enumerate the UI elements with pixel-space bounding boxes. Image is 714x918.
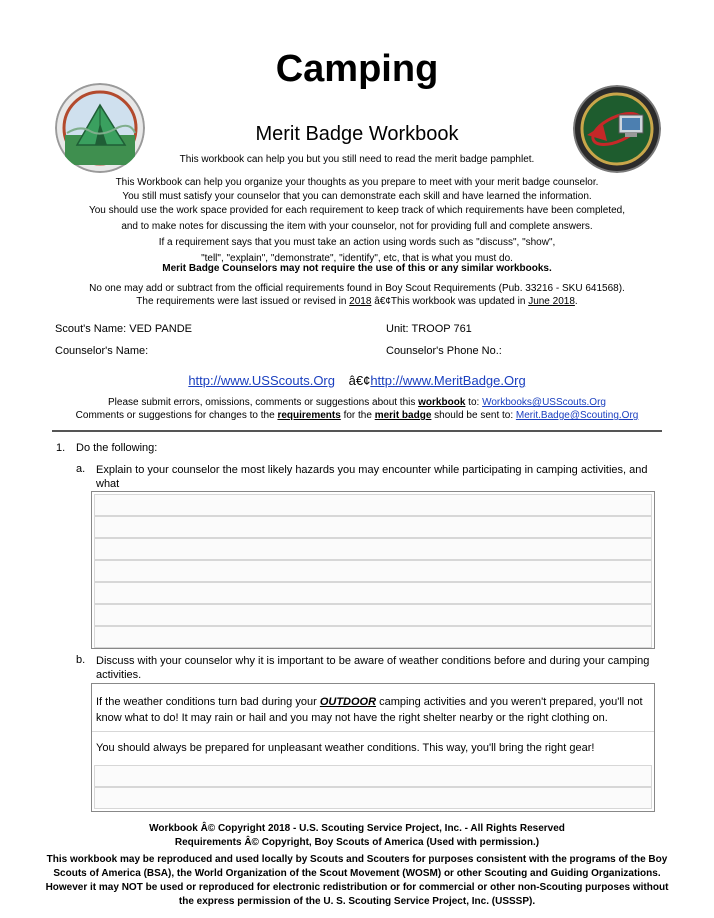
license-line: the express permission of the U. S. Scouting Service Project, Inc. (USSSP). [178, 896, 536, 907]
answer-text-b1[interactable] [96, 694, 646, 726]
revision-text: The requirements were last issued or revised in [136, 296, 350, 307]
revision-separator: â€¢This workbook was updated in [371, 296, 529, 307]
comments-text: Comments or suggestions for changes to the [75, 410, 278, 421]
scout-name-field: Scout's Name: VED PANDE [55, 323, 192, 335]
answer-divider [92, 731, 654, 732]
intro-para-line: You should use the work space provided for each requirement to keep track of which requirements have been completed, [88, 205, 626, 216]
intro-para-line: This Workbook can help you organize your thoughts as you prepare to meet with your merit badge counselor. [115, 177, 599, 188]
submit-to: to: [465, 397, 483, 408]
intro-line: This workbook can help you but you still need to read the merit badge pamphlet. [179, 154, 535, 165]
revision-end: . [574, 296, 578, 307]
meritbadge-link[interactable]: http://www.MeritBadge.Org [370, 373, 526, 388]
answer-text: camping activities and you weren't prepared, you'll not [376, 696, 643, 708]
page-subtitle: Merit Badge Workbook [255, 123, 459, 145]
answer-box-a[interactable] [91, 491, 655, 649]
intro-para-line: You still must satisfy your counselor that you can demonstrate each skill and have learned the information. [122, 191, 592, 202]
copyright-line: Workbook Â© Copyright 2018 - U.S. Scouting Service Project, Inc. - All Rights Reserved [149, 823, 565, 834]
meritbadge-email-link[interactable]: Merit.Badge@Scouting.Org [515, 410, 639, 421]
subrequirement-a-line: Explain to your counselor the most likely hazards you may encounter while participating in camping activities, and what [96, 464, 648, 490]
updated-date: June 2018 [528, 296, 575, 307]
answer-line[interactable] [94, 494, 652, 516]
answer-line[interactable] [94, 787, 652, 809]
answer-line[interactable] [94, 516, 652, 538]
subrequirement-b-text [96, 654, 666, 682]
intro-paragraph [0, 176, 714, 266]
subrequirement-b-line: activities. [96, 669, 142, 681]
revision-note [0, 295, 714, 309]
license-line: Scouts of America (BSA), the World Organization of the Scout Movement (WOSM) or other Scouting and Guiding Organizations. [53, 868, 661, 879]
requirement-number: 1. [56, 442, 66, 454]
page-title: Camping [275, 48, 439, 90]
for-the-text: for the [340, 410, 375, 421]
answer-line[interactable] [94, 765, 652, 787]
intro-para-line: "tell", "explain", "demonstrate", "identify", etc, that is what you must do. [201, 253, 513, 264]
subrequirement-letter: a. [76, 463, 86, 475]
answer-line[interactable] [94, 560, 652, 582]
answer-box-b[interactable] [91, 683, 655, 812]
workbooks-email-link[interactable]: Workbooks@USScouts.Org [482, 397, 606, 408]
answer-text: If the weather conditions turn bad during your [96, 696, 320, 708]
requirement-text: Do the following: [76, 442, 158, 454]
merit-badge-word: merit badge [374, 410, 432, 421]
usscouts-link[interactable]: http://www.USScouts.Org [188, 373, 335, 388]
submit-requirements-line [0, 409, 714, 423]
website-links [0, 373, 714, 388]
requirements-note: No one may add or subtract from the official requirements found in Boy Scout Requirements (Pub. 33216 - SKU 641568). [89, 283, 625, 294]
counselor-note: Merit Badge Counselors may not require the use of this or any similar workbooks. [162, 263, 552, 274]
license-line: This workbook may be reproduced and used locally by Scouts and Scouters for purposes consistent with the programs of the Boy [46, 854, 668, 865]
counselor-phone-field: Counselor's Phone No.: [386, 345, 502, 357]
revision-year: 2018 [349, 296, 372, 307]
subrequirement-letter: b. [76, 654, 86, 666]
requirements-word: requirements [277, 410, 341, 421]
unit-field: Unit: TROOP 761 [386, 323, 472, 335]
subrequirement-b-line: Discuss with your counselor why it is important to be aware of weather conditions before and during your camping [96, 655, 650, 667]
link-separator: â€¢ [348, 373, 371, 388]
counselor-name-field: Counselor's Name: [55, 345, 149, 357]
answer-line[interactable] [94, 604, 652, 626]
workbook-word: workbook [418, 397, 466, 408]
section-divider [52, 430, 662, 432]
sent-to-text: should be sent to: [431, 410, 516, 421]
answer-line[interactable] [94, 582, 652, 604]
answer-line[interactable] [94, 538, 652, 560]
answer-text-b2[interactable]: You should always be prepared for unpleasant weather conditions. This way, you'll bring the right gear! [96, 742, 595, 754]
submit-text: Please submit errors, omissions, comments or suggestions about this [108, 397, 419, 408]
intro-para-line: and to make notes for discussing the item with your counselor, not for providing full and complete answers. [121, 221, 593, 232]
answer-line[interactable] [94, 626, 652, 648]
copyright-line: Requirements Â© Copyright, Boy Scouts of America (Used with permission.) [174, 837, 540, 848]
submit-errors-line [0, 396, 714, 410]
intro-para-line: If a requirement says that you must take an action using words such as "discuss", "show", [158, 237, 556, 248]
answer-text: know what to do! It may rain or hail and you may not have the right shelter nearby or the right clothing on. [96, 712, 608, 724]
license-line: However it may NOT be used or reproduced for electronic redistribution or for commercial or other non-Scouting purposes without [45, 882, 669, 893]
answer-emphasis: OUTDOOR [319, 696, 377, 708]
